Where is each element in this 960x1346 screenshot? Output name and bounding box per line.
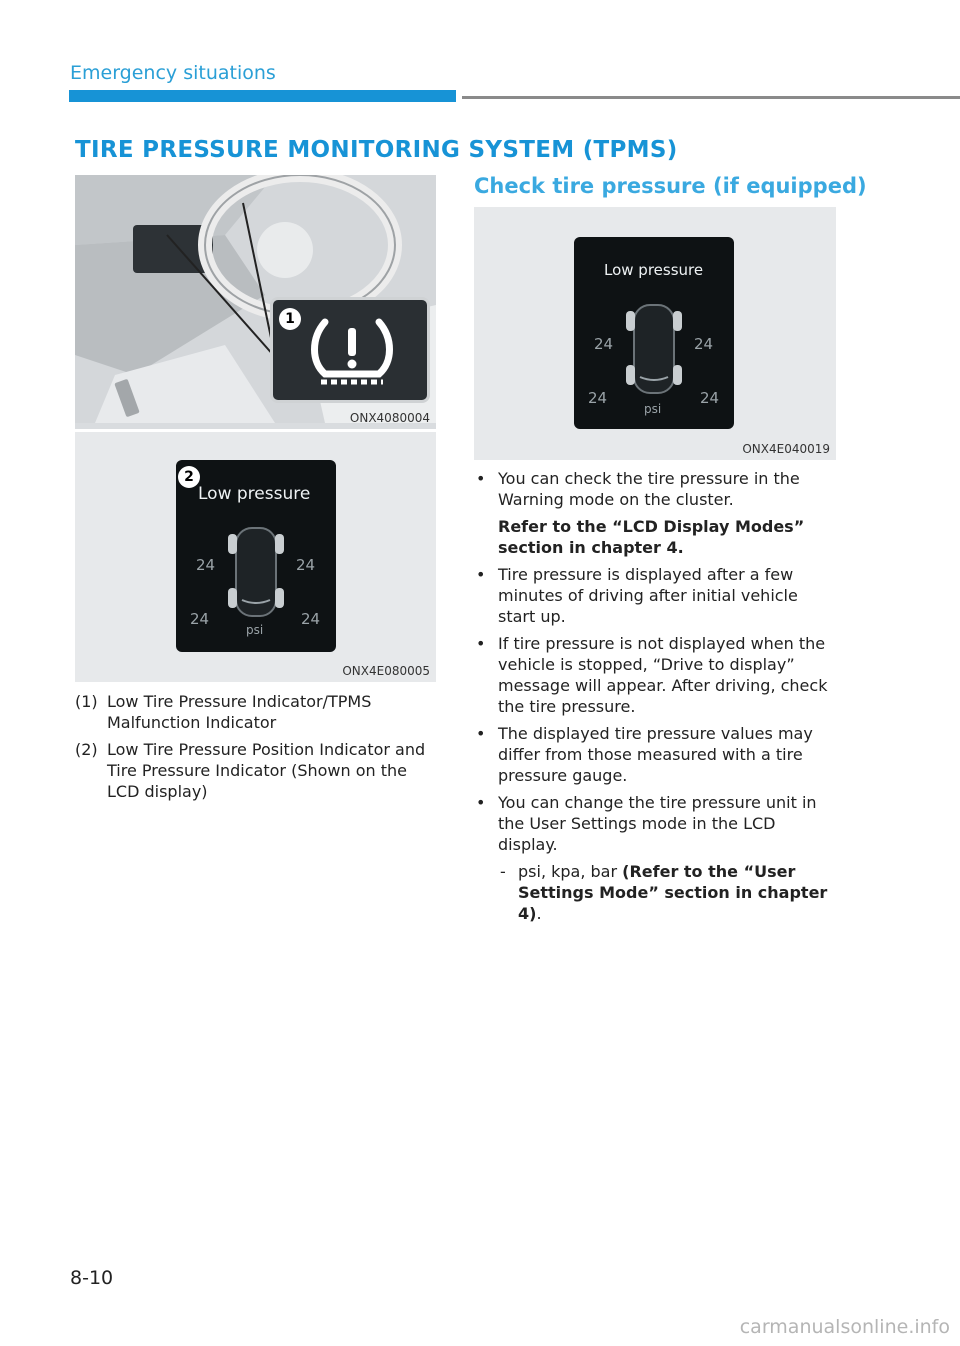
- figure-code: ONX4080004: [349, 411, 430, 425]
- header-rule-gray: [462, 96, 960, 99]
- lcd-display: [176, 460, 336, 652]
- caption-number: (2): [75, 740, 98, 759]
- lcd-title: Low pressure: [198, 484, 311, 504]
- tire-front-left: 24: [594, 335, 614, 353]
- bullet-text: If tire pressure is not displayed when the vehicle is stopped, “Drive to display” message will appear. After driving, check the tire pressure.: [498, 634, 828, 716]
- tire-rear-left: 24: [588, 389, 608, 407]
- bullet-warning-mode: [476, 468, 836, 556]
- figure-check-tire-pressure: [474, 207, 836, 460]
- bullet-glyph: •: [476, 793, 486, 812]
- watermark: carmanualsonline.info: [739, 1316, 950, 1338]
- page-number: 8-10: [70, 1267, 114, 1289]
- bullet-unit-change: [476, 792, 836, 928]
- bullet-glyph: •: [476, 634, 486, 653]
- header-rule-blue: [69, 90, 456, 102]
- section-subtitle: Check tire pressure (if equipped): [474, 174, 867, 198]
- tpms-warning-icon: [307, 310, 397, 390]
- figure-code: ONX4E040019: [742, 442, 830, 456]
- tpms-indicator-callout: [270, 297, 430, 403]
- page-title: TIRE PRESSURE MONITORING SYSTEM (TPMS): [75, 137, 678, 163]
- figure-code: ONX4E080005: [342, 664, 430, 678]
- sub-dash: -: [500, 862, 506, 881]
- tire-front-right: 24: [296, 556, 316, 574]
- sub-plain: psi, kpa, bar: [518, 862, 623, 881]
- callout-badge-1: 1: [279, 308, 301, 330]
- callout-badge-2: 2: [178, 466, 200, 488]
- bullet-glyph: •: [476, 469, 486, 488]
- caption-number: (1): [75, 692, 98, 711]
- caption-text: Low Tire Pressure Position Indicator and Tire Pressure Indicator (Shown on the LCD display): [107, 740, 426, 801]
- lcd-display: [574, 237, 734, 429]
- caption-text: Low Tire Pressure Indicator/TPMS Malfunction Indicator: [107, 692, 372, 732]
- bullet-text: You can change the tire pressure unit in the User Settings mode in the LCD display.: [498, 793, 817, 854]
- bullet-glyph: •: [476, 565, 486, 584]
- caption-2: [75, 739, 437, 805]
- tire-rear-left: 24: [190, 610, 210, 628]
- bullet-note: Refer to the “LCD Display Modes” section in chapter 4.: [498, 517, 805, 557]
- bullet-text: You can check the tire pressure in the Warning mode on the cluster.: [498, 469, 800, 509]
- bullet-text: The displayed tire pressure values may differ from those measured with a tire pressure gauge.: [498, 724, 813, 785]
- tire-front-left: 24: [196, 556, 216, 574]
- section-label: Emergency situations: [70, 62, 276, 84]
- bullet-values-differ: [476, 723, 836, 787]
- bullet-drive-to-display: [476, 633, 836, 719]
- figure-lcd-low-pressure: [75, 432, 436, 682]
- car-top-view-icon: [226, 522, 286, 622]
- bullet-glyph: •: [476, 724, 486, 743]
- bullet-text: Tire pressure is displayed after a few minutes of driving after initial vehicle start up.: [498, 565, 798, 626]
- sub-end: .: [536, 904, 542, 923]
- car-top-view-icon: [624, 299, 684, 399]
- figure-cockpit: [75, 175, 436, 429]
- tire-front-right: 24: [694, 335, 714, 353]
- caption-1: [75, 691, 437, 735]
- tire-rear-right: 24: [700, 389, 720, 407]
- lcd-title: Low pressure: [604, 261, 704, 279]
- pressure-unit: psi: [644, 402, 662, 416]
- bullet-subitem: [498, 861, 836, 924]
- pressure-unit: psi: [246, 623, 264, 637]
- tire-rear-right: 24: [301, 610, 321, 628]
- sub-bold: (Refer to the “User Settings Mode” section in chapter 4): [518, 862, 828, 923]
- bullet-display-delay: [476, 564, 836, 628]
